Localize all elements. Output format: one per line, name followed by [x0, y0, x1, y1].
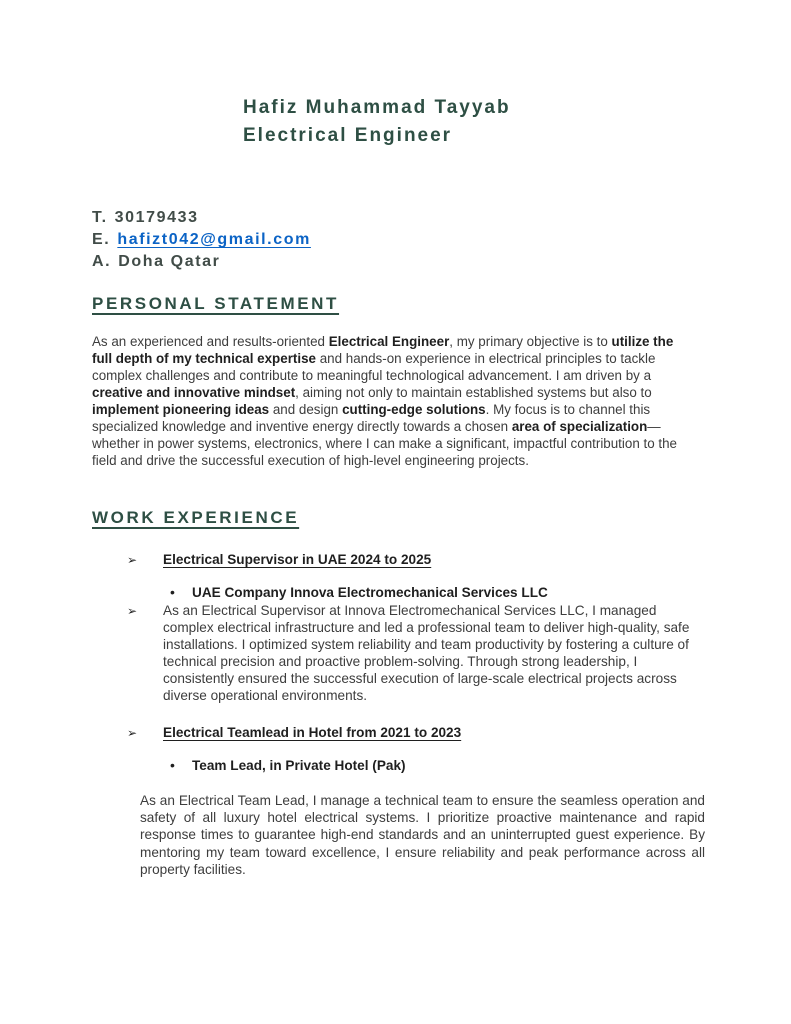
person-job-title: Electrical Engineer — [243, 125, 453, 146]
person-name: Hafiz Muhammad Tayyab — [243, 97, 511, 118]
job2-company: Team Lead, in Private Hotel (Pak) — [192, 758, 406, 773]
email-link[interactable]: hafizt042@gmail.com — [117, 231, 311, 248]
email-label: E. — [92, 231, 111, 248]
contact-email-line — [92, 229, 311, 251]
arrow-bullet-icon: ➢ — [127, 726, 138, 740]
job2-description: As an Electrical Team Lead, I manage a technical team to ensure the seamless operation and safety of all luxury hotel electrical systems. I prioritize proactive maintenance and rapid response times to guarantee high-end standards and an uninterrupted guest experience. By mentoring my team toward excellence, I ensure reliability and peak performance across all property facilities. — [140, 793, 705, 877]
arrow-bullet-icon: ➢ — [127, 553, 138, 567]
phone-label: T. — [92, 209, 108, 226]
job1-title-row — [127, 551, 431, 569]
job1-company: UAE Company Innova Electromechanical Services LLC — [192, 585, 548, 600]
work-experience-heading: WORK EXPERIENCE — [92, 508, 300, 527]
job1-title: Electrical Supervisor in UAE 2024 to 2025 — [163, 552, 432, 567]
job1-description: As an Electrical Supervisor at Innova Electromechanical Services LLC, I managed complex electrical infrastructure and led a professional team to deliver high-quality, safe installations. I optimized system reliability and team productivity by fostering a culture of technical precision and proactive problem-solving. Through strong leadership, I consistently ensured the successful execution of large-scale electrical projects across diverse operational environments. — [163, 603, 690, 703]
job2-company-row — [170, 757, 406, 774]
arrow-bullet-icon: ➢ — [127, 604, 138, 618]
job2-title-row — [127, 724, 461, 742]
address-text: Doha Qatar — [118, 253, 221, 270]
phone-number: 30179433 — [114, 209, 199, 226]
job2-title: Electrical Teamlead in Hotel from 2021 to 2023 — [163, 725, 462, 740]
contact-address-line — [92, 251, 311, 273]
contact-phone-line — [92, 207, 311, 229]
job1-description-row — [127, 602, 691, 704]
contact-block — [92, 207, 311, 273]
job1-company-row — [170, 584, 548, 601]
dot-bullet-icon: • — [170, 757, 175, 773]
personal-statement-heading: PERSONAL STATEMENT — [92, 294, 340, 313]
address-label: A. — [92, 253, 112, 270]
dot-bullet-icon: • — [170, 584, 175, 600]
personal-statement-paragraph: As an experienced and results-oriented Electrical Engineer, my primary objective is to utilize the full depth of my technical expertise and hands-on experience in electrical principles to tackle complex challenges and contribute to meaningful technological advancement. I am driven by a creative and innovative mindset, aiming not only to maintain established systems but also to implement pioneering ideas and design cutting-edge solutions. My focus is to channel this specialized knowledge and inventive energy directly towards a chosen area of specialization—whether in power systems, electronics, where I can make a significant, impactful contribution to the field and drive the successful execution of high-level engineering projects. — [92, 334, 677, 468]
header — [243, 94, 511, 150]
